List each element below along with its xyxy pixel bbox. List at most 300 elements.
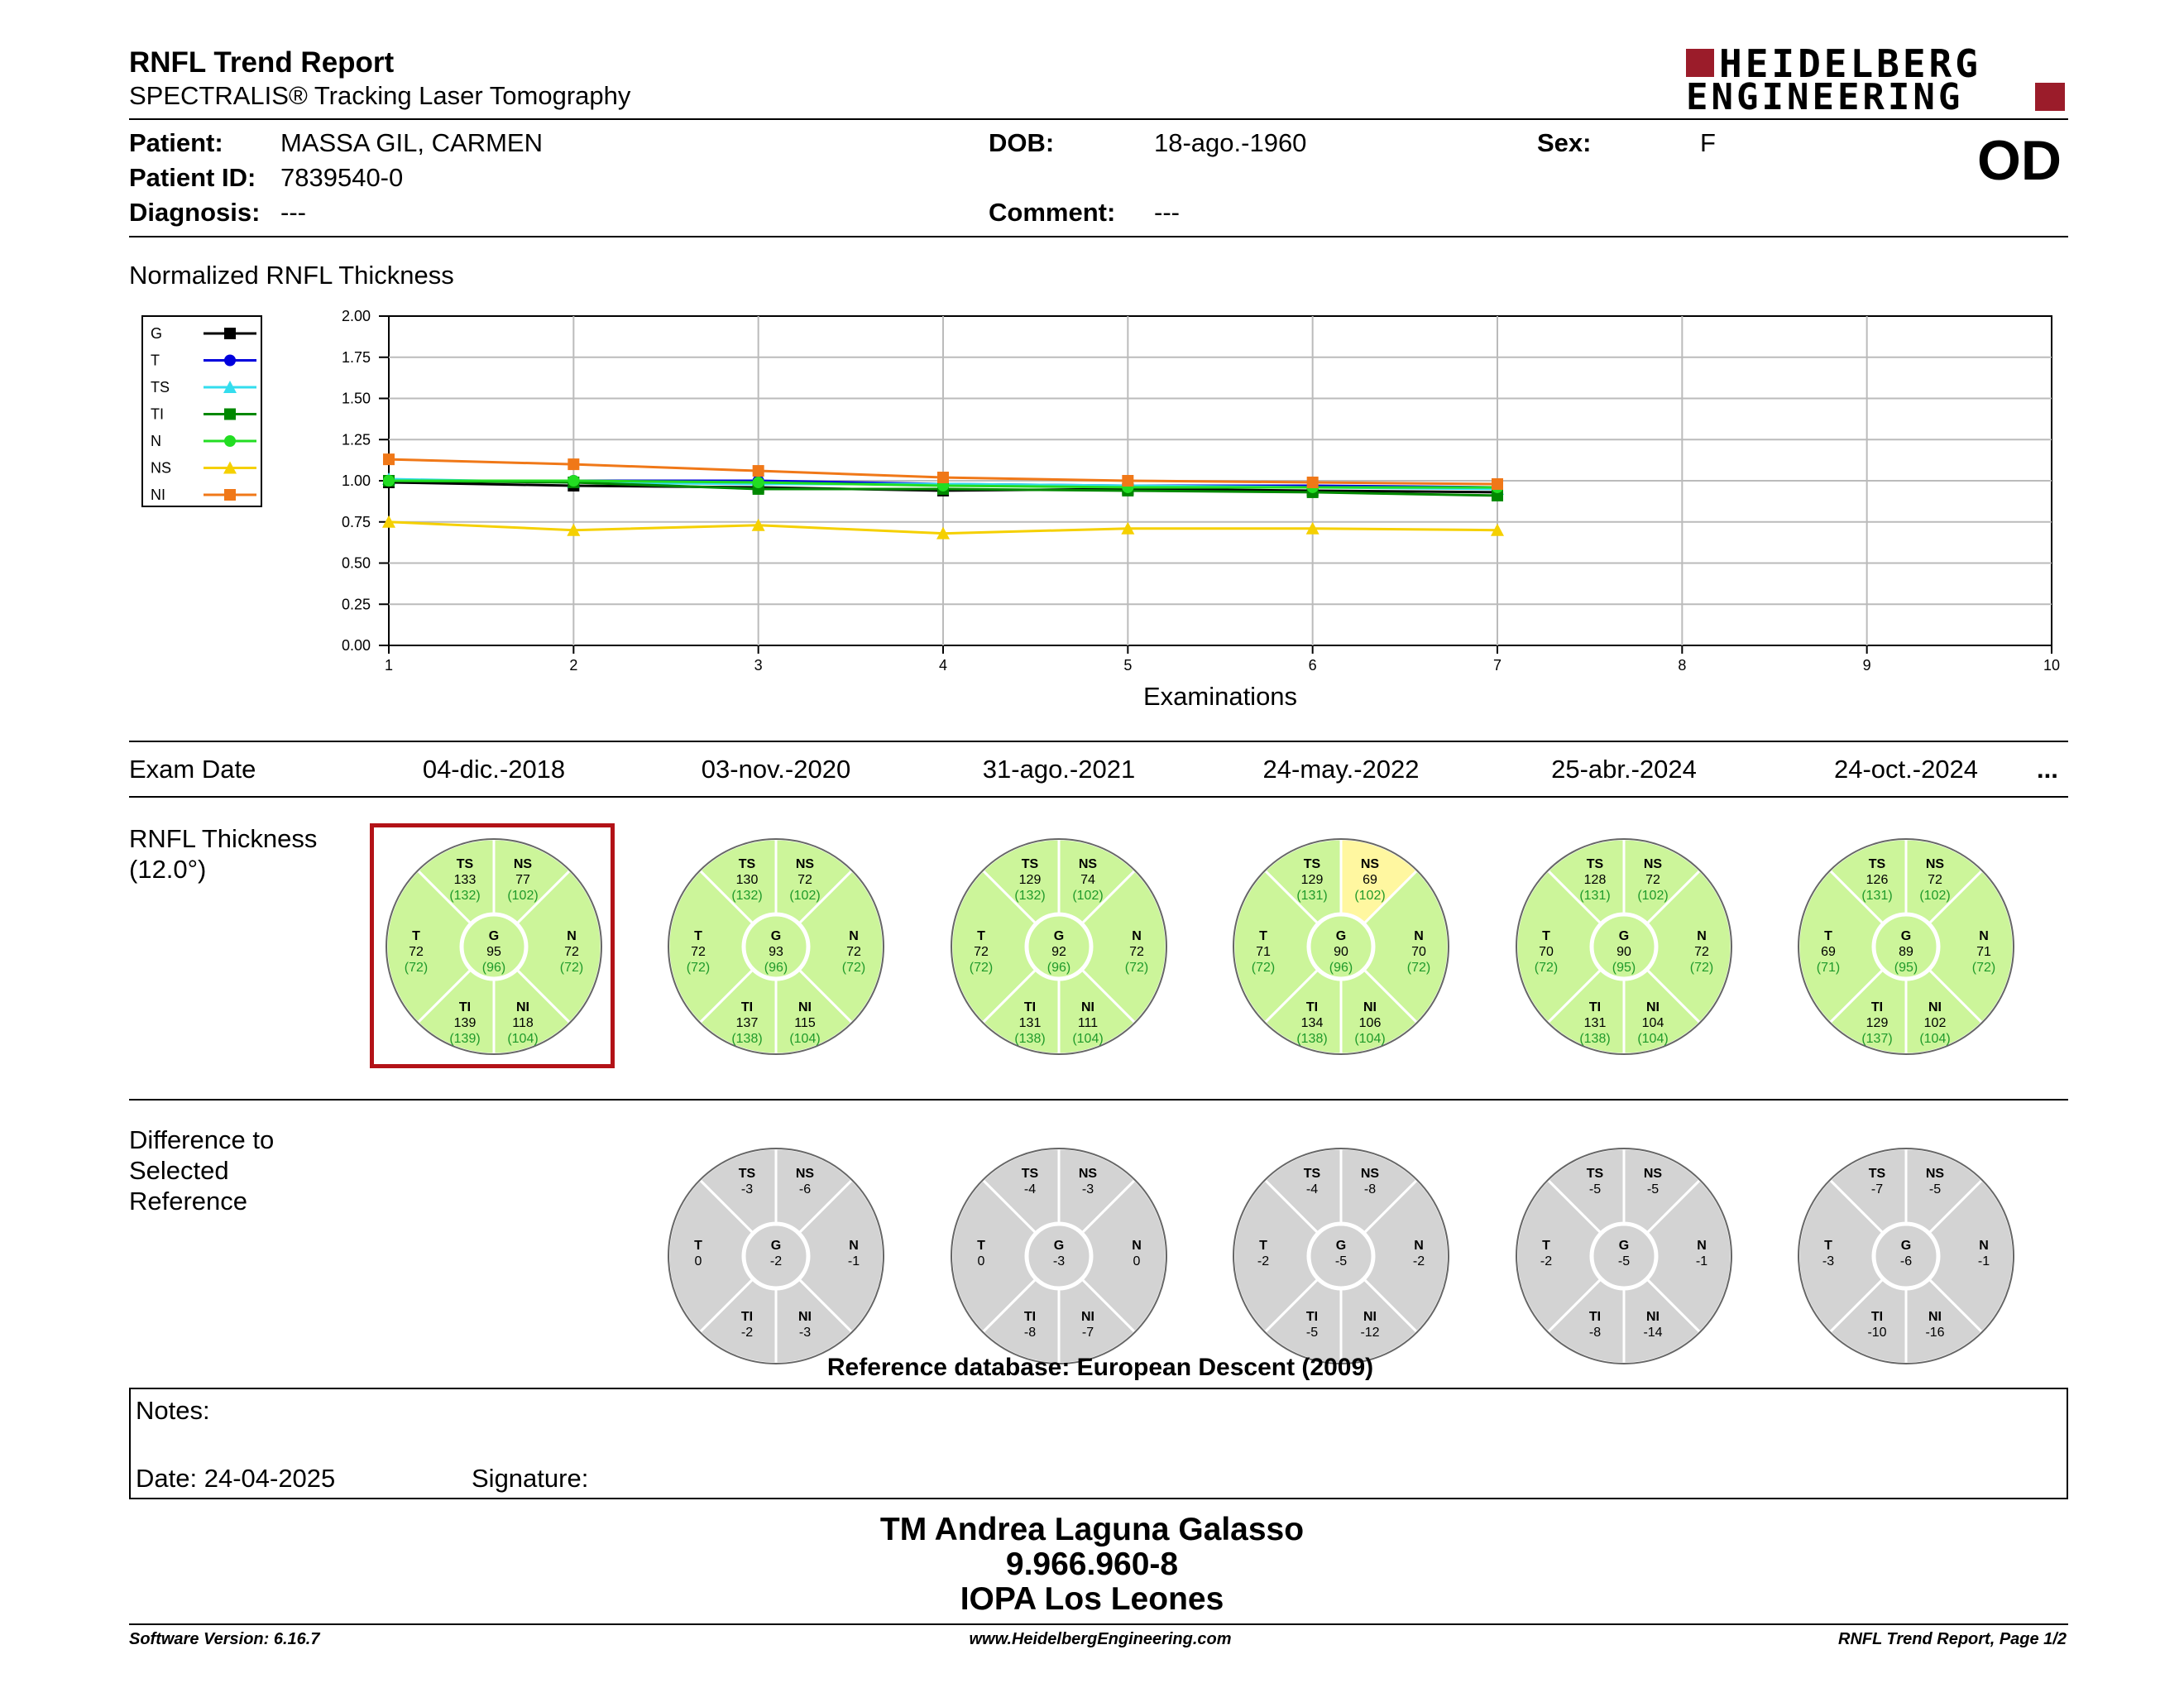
sector-label-ni: NI [1081, 1000, 1094, 1014]
x-axis-label: Examinations [1142, 682, 1298, 711]
sector-value-g: 95 [486, 945, 501, 959]
sector-label-ti: TI [1588, 1000, 1602, 1014]
legend-label: N [151, 433, 161, 449]
comment-value: --- [1154, 198, 1180, 227]
sector-label-n: N [1414, 929, 1424, 943]
sector-reference-ts: (132) [449, 889, 481, 903]
notes-box[interactable] [129, 1388, 2068, 1499]
sector-diff-ts: -5 [1588, 1182, 1602, 1196]
thickness-scan-size: (12.0°) [129, 855, 207, 884]
sector-reference-ns: (102) [1637, 889, 1669, 903]
sector-value-n: 71 [1976, 945, 1991, 959]
data-point [568, 475, 579, 487]
sector-diff-t: 0 [694, 1254, 702, 1268]
sector-value-t: 72 [974, 945, 989, 959]
diagnosis-label: Diagnosis: [129, 198, 261, 227]
patient-label: Patient: [129, 128, 223, 157]
comment-label: Comment: [989, 198, 1116, 227]
sector-label-g: G [1053, 929, 1065, 943]
sector-label-ns: NS [1925, 857, 1945, 871]
x-tick-label: 2 [569, 657, 578, 674]
sector-value-ni: 104 [1641, 1016, 1664, 1030]
sector-value-ti: 134 [1300, 1016, 1324, 1030]
sector-diff-ni: -7 [1081, 1326, 1094, 1340]
y-tick-label: 1.00 [341, 472, 371, 489]
sector-value-ns: 69 [1363, 873, 1377, 887]
sector-value-ns: 72 [1645, 873, 1660, 887]
sector-reference-ns: (102) [507, 889, 539, 903]
sector-label-ns: NS [1078, 857, 1098, 871]
sector-value-ni: 115 [794, 1016, 816, 1030]
sector-diff-ni: -12 [1360, 1326, 1380, 1340]
sector-diff-n: -1 [1977, 1254, 1990, 1268]
sector-diff-g: -5 [1334, 1254, 1348, 1268]
sector-value-n: 72 [846, 945, 861, 959]
sex-label: Sex: [1537, 128, 1592, 157]
sector-label-n: N [1979, 1239, 1989, 1253]
sector-reference-ti: (138) [1579, 1032, 1611, 1046]
software-version: Software Version: 6.16.7 [129, 1630, 320, 1648]
sector-label-ni: NI [1363, 1000, 1377, 1014]
sector-reference-ts: (131) [1861, 889, 1893, 903]
institution-name: IOPA Los Leones [960, 1581, 1224, 1617]
x-tick-label: 3 [754, 657, 763, 674]
sector-value-ni: 106 [1358, 1016, 1382, 1030]
sector-value-ti: 137 [735, 1016, 759, 1030]
data-point [224, 409, 236, 420]
legend-label: TS [151, 379, 170, 396]
sector-label-ni: NI [1928, 1310, 1942, 1324]
sector-diff-ts: -7 [1870, 1182, 1884, 1196]
sector-label-ns: NS [1925, 1167, 1945, 1181]
sector-label-t: T [1824, 929, 1832, 943]
sector-reference-t: (71) [1816, 961, 1841, 975]
sector-diff-n: -1 [1695, 1254, 1708, 1268]
sector-reference-ni: (104) [1072, 1032, 1104, 1046]
data-point [383, 453, 395, 465]
sector-label-ts: TS [1021, 857, 1039, 871]
thickness-disc-2 [660, 831, 892, 1062]
sector-value-n: 72 [564, 945, 579, 959]
difference-label-1: Difference to [129, 1125, 275, 1154]
sector-reference-t: (72) [686, 961, 711, 975]
sector-diff-ni: -14 [1643, 1326, 1663, 1340]
sector-reference-g: (95) [1612, 961, 1636, 975]
sector-value-n: 72 [1129, 945, 1144, 959]
sector-label-ni: NI [1363, 1310, 1377, 1324]
sector-diff-ts: -4 [1023, 1182, 1037, 1196]
sector-label-g: G [1053, 1239, 1065, 1253]
sector-label-n: N [1697, 1239, 1707, 1253]
sector-diff-ns: -3 [1081, 1182, 1094, 1196]
difference-label-3: Reference [129, 1187, 248, 1216]
sector-value-g: 90 [1616, 945, 1631, 959]
sector-reference-n: (72) [1689, 961, 1714, 975]
sector-value-ni: 111 [1077, 1016, 1099, 1030]
sector-label-ti: TI [1870, 1000, 1884, 1014]
sector-reference-ni: (104) [507, 1032, 539, 1046]
sector-diff-ti: -5 [1305, 1326, 1319, 1340]
difference-disc-5 [1790, 1140, 2022, 1372]
sector-reference-ts: (132) [731, 889, 763, 903]
sector-value-ts: 126 [1866, 873, 1889, 887]
sector-label-ti: TI [1023, 1000, 1037, 1014]
sector-reference-n: (72) [1971, 961, 1996, 975]
sector-diff-t: 0 [977, 1254, 985, 1268]
sector-reference-ti: (139) [449, 1032, 481, 1046]
sector-label-n: N [1132, 929, 1142, 943]
signature-label: Signature: [472, 1464, 589, 1493]
sector-label-ni: NI [798, 1310, 812, 1324]
sector-diff-t: -3 [1822, 1254, 1835, 1268]
patient-name: MASSA GIL, CARMEN [280, 128, 543, 157]
sector-reference-g: (95) [1894, 961, 1918, 975]
header-rule [129, 118, 2068, 120]
sector-reference-t: (72) [1251, 961, 1276, 975]
sector-label-ns: NS [1360, 857, 1380, 871]
page-number: RNFL Trend Report, Page 1/2 [1838, 1630, 2067, 1648]
sector-label-ti: TI [740, 1310, 754, 1324]
sector-reference-ts: (132) [1014, 889, 1046, 903]
sector-label-n: N [1979, 929, 1989, 943]
sector-value-g: 92 [1051, 945, 1066, 959]
sector-reference-g: (96) [1046, 961, 1071, 975]
sector-label-ni: NI [1928, 1000, 1942, 1014]
exam-date-2: 03-nov.-2020 [701, 755, 851, 784]
thickness-disc-4 [1225, 831, 1457, 1062]
y-tick-label: 1.75 [341, 348, 371, 366]
data-point [1122, 475, 1133, 487]
patient-rule [129, 236, 2068, 237]
sector-label-ts: TS [738, 857, 756, 871]
exam-date-3: 31-ago.-2021 [982, 755, 1136, 784]
data-point [753, 465, 764, 477]
data-point [937, 472, 949, 483]
sector-label-ni: NI [1081, 1310, 1094, 1324]
sector-label-g: G [1335, 929, 1347, 943]
data-point [224, 355, 236, 367]
logo-line-1: HEIDELBERG [1719, 41, 1981, 86]
thickness-disc-3 [943, 831, 1175, 1062]
reference-database: Reference database: European Descent (2009) [826, 1354, 1374, 1381]
sector-label-n: N [1414, 1239, 1424, 1253]
sector-label-ti: TI [1023, 1310, 1037, 1324]
sector-diff-ti: -10 [1867, 1326, 1887, 1340]
sector-value-n: 72 [1694, 945, 1709, 959]
sector-label-n: N [1132, 1239, 1142, 1253]
sector-label-t: T [694, 929, 702, 943]
sector-value-g: 89 [1899, 945, 1913, 959]
y-tick-label: 0.50 [341, 554, 371, 572]
x-tick-label: 6 [1308, 657, 1317, 674]
sector-label-ti: TI [1588, 1310, 1602, 1324]
sector-label-ts: TS [1586, 857, 1604, 871]
sector-reference-ni: (104) [1637, 1032, 1669, 1046]
footer-rule [129, 1623, 2068, 1625]
difference-disc-1 [660, 1140, 892, 1372]
exam-date-5: 25-abr.-2024 [1551, 755, 1697, 784]
report-subtitle: SPECTRALIS® Tracking Laser Tomography [129, 81, 631, 110]
sector-diff-g: -6 [1899, 1254, 1913, 1268]
sector-reference-g: (96) [764, 961, 788, 975]
y-tick-label: 0.00 [341, 637, 371, 654]
sector-label-ns: NS [1360, 1167, 1380, 1181]
y-tick-label: 1.25 [341, 431, 371, 448]
legend-label: G [151, 325, 163, 342]
website-link[interactable]: www.HeidelbergEngineering.com [969, 1630, 1232, 1648]
exam-rule-top [129, 741, 2068, 742]
sector-value-ts: 133 [453, 873, 477, 887]
y-tick-label: 2.00 [341, 308, 371, 324]
legend-label: TI [151, 405, 164, 423]
sector-reference-g: (96) [481, 961, 506, 975]
patient-id: 7839540-0 [280, 163, 404, 192]
difference-disc-4 [1508, 1140, 1740, 1372]
sector-label-ti: TI [1870, 1310, 1884, 1324]
sector-diff-t: -2 [1540, 1254, 1553, 1268]
diagnosis-value: --- [280, 198, 306, 227]
sector-reference-ts: (131) [1579, 889, 1611, 903]
sector-reference-t: (72) [1534, 961, 1559, 975]
sector-label-ts: TS [1303, 1167, 1321, 1181]
sector-label-g: G [1900, 1239, 1912, 1253]
sector-reference-n: (72) [1124, 961, 1149, 975]
sector-label-g: G [770, 1239, 782, 1253]
sector-diff-ns: -5 [1928, 1182, 1942, 1196]
sector-label-g: G [1335, 1239, 1347, 1253]
sector-reference-ni: (104) [789, 1032, 821, 1046]
sector-label-ns: NS [795, 857, 815, 871]
sector-value-t: 69 [1821, 945, 1836, 959]
data-point [1307, 477, 1319, 488]
sector-value-g: 93 [769, 945, 783, 959]
data-point [224, 328, 236, 339]
sector-diff-ti: -8 [1023, 1326, 1037, 1340]
sector-diff-n: -2 [1412, 1254, 1425, 1268]
exam-date-1: 04-dic.-2018 [422, 755, 566, 784]
sector-label-ni: NI [1646, 1310, 1660, 1324]
logo-bar-top [1686, 49, 1714, 77]
sector-label-n: N [849, 1239, 859, 1253]
sector-label-ni: NI [516, 1000, 529, 1014]
sector-diff-n: 0 [1133, 1254, 1141, 1268]
sector-reference-ti: (138) [1014, 1032, 1046, 1046]
sector-value-t: 72 [691, 945, 706, 959]
sector-diff-n: -1 [847, 1254, 860, 1268]
sector-label-t: T [1259, 929, 1267, 943]
sector-diff-g: -2 [769, 1254, 783, 1268]
sector-value-ts: 130 [735, 873, 759, 887]
thickness-label: RNFL Thickness [129, 824, 318, 853]
sector-value-ni: 102 [1923, 1016, 1947, 1030]
sector-value-ns: 77 [515, 873, 530, 887]
sector-reference-n: (72) [559, 961, 584, 975]
sector-label-ts: TS [456, 857, 474, 871]
sector-value-ts: 128 [1583, 873, 1607, 887]
sector-reference-ns: (102) [789, 889, 821, 903]
sector-label-ns: NS [795, 1167, 815, 1181]
sector-label-ti: TI [1305, 1310, 1319, 1324]
data-point [568, 458, 579, 470]
sector-reference-ni: (104) [1919, 1032, 1951, 1046]
sector-label-t: T [977, 1239, 985, 1253]
legend-label: NI [151, 487, 165, 503]
y-tick-label: 0.25 [341, 596, 371, 613]
x-tick-label: 1 [384, 657, 394, 674]
legend-label: T [151, 352, 160, 369]
sector-label-t: T [1542, 929, 1550, 943]
technician-name: TM Andrea Laguna Galasso [879, 1512, 1305, 1547]
report-title: RNFL Trend Report [129, 46, 395, 79]
logo-line-2: ENGINEERING [1686, 76, 1964, 118]
x-tick-label: 7 [1492, 657, 1502, 674]
sector-label-ns: NS [1643, 1167, 1663, 1181]
sector-reference-ns: (102) [1072, 889, 1104, 903]
sector-value-ts: 129 [1300, 873, 1324, 887]
sector-reference-t: (72) [404, 961, 429, 975]
sector-value-ni: 118 [512, 1016, 534, 1030]
sector-label-t: T [1259, 1239, 1267, 1253]
sector-reference-ti: (138) [731, 1032, 763, 1046]
sector-label-t: T [694, 1239, 702, 1253]
dob-value: 18-ago.-1960 [1154, 128, 1307, 157]
sector-label-ni: NI [1646, 1000, 1660, 1014]
chart-legend [142, 316, 261, 506]
sector-label-g: G [1618, 1239, 1630, 1253]
sector-reference-n: (72) [841, 961, 866, 975]
sector-diff-t: -2 [1257, 1254, 1270, 1268]
sector-label-g: G [1900, 929, 1912, 943]
sector-label-t: T [412, 929, 420, 943]
sector-value-t: 72 [409, 945, 424, 959]
data-point [1492, 478, 1503, 490]
sector-label-ns: NS [1078, 1167, 1098, 1181]
thickness-rule [129, 1099, 2068, 1101]
sector-label-ti: TI [1305, 1000, 1319, 1014]
sector-reference-n: (72) [1406, 961, 1431, 975]
notes-label: Notes: [136, 1396, 210, 1425]
sector-diff-ts: -3 [740, 1182, 754, 1196]
brand-logo [1686, 41, 2067, 118]
sector-value-ts: 129 [1018, 873, 1042, 887]
sector-label-ts: TS [1303, 857, 1321, 871]
difference-disc-3 [1225, 1140, 1457, 1372]
difference-disc-2 [943, 1140, 1175, 1372]
sector-label-g: G [770, 929, 782, 943]
sector-reference-ti: (137) [1861, 1032, 1893, 1046]
trend-chart [124, 298, 2068, 720]
exam-date-4: 24-may.-2022 [1262, 755, 1420, 784]
sector-value-ns: 72 [1928, 873, 1942, 887]
sector-label-ts: TS [1868, 1167, 1886, 1181]
exam-rule-bottom [129, 796, 2068, 798]
sector-reference-ns: (102) [1919, 889, 1951, 903]
data-point [224, 489, 236, 501]
sector-label-g: G [488, 929, 500, 943]
data-point [753, 477, 764, 488]
sector-reference-ti: (138) [1296, 1032, 1328, 1046]
sector-value-t: 70 [1539, 945, 1554, 959]
technician-id: 9.966.960-8 [1005, 1547, 1179, 1582]
sector-diff-ni: -16 [1925, 1326, 1945, 1340]
sector-reference-ns: (102) [1354, 889, 1386, 903]
sector-value-ns: 72 [797, 873, 812, 887]
sector-diff-ts: -4 [1305, 1182, 1319, 1196]
sector-label-ns: NS [513, 857, 533, 871]
sector-value-ti: 131 [1583, 1016, 1607, 1030]
sector-label-ti: TI [740, 1000, 754, 1014]
sector-value-ns: 74 [1080, 873, 1095, 887]
exam-date-6: 24-oct.-2024 [1833, 755, 1979, 784]
sex-value: F [1700, 128, 1716, 157]
chart-title: Normalized RNFL Thickness [129, 261, 454, 290]
thickness-disc-6 [1790, 831, 2022, 1062]
sector-diff-g: -3 [1052, 1254, 1066, 1268]
x-tick-label: 8 [1678, 657, 1687, 674]
sector-label-ns: NS [1643, 857, 1663, 871]
sector-value-ti: 139 [453, 1016, 477, 1030]
x-tick-label: 5 [1123, 657, 1133, 674]
sector-value-n: 70 [1411, 945, 1426, 959]
more-exams-indicator[interactable]: ... [2037, 755, 2058, 784]
selected-reference-frame[interactable] [370, 823, 615, 1068]
sector-label-n: N [567, 929, 577, 943]
patient-id-label: Patient ID: [129, 163, 256, 192]
sector-diff-ti: -8 [1588, 1326, 1602, 1340]
sector-label-n: N [849, 929, 859, 943]
sector-diff-ns: -8 [1363, 1182, 1377, 1196]
sector-label-ni: NI [798, 1000, 812, 1014]
sector-reference-ts: (131) [1296, 889, 1328, 903]
x-tick-label: 10 [2043, 657, 2061, 674]
data-point [224, 435, 236, 447]
exam-date-label: Exam Date [129, 755, 256, 784]
sector-label-t: T [1542, 1239, 1550, 1253]
notes-date: Date: 24-04-2025 [136, 1464, 336, 1493]
sector-value-t: 71 [1256, 945, 1271, 959]
sector-diff-ns: -5 [1646, 1182, 1660, 1196]
eye-indicator: OD [1977, 129, 2062, 192]
legend-label: NS [151, 459, 172, 477]
sector-label-g: G [1618, 929, 1630, 943]
y-tick-label: 1.50 [341, 390, 371, 407]
data-point [383, 475, 395, 487]
logo-bar-bottom [2035, 83, 2065, 111]
dob-label: DOB: [989, 128, 1055, 157]
x-tick-label: 4 [938, 657, 948, 674]
x-tick-label: 9 [1862, 657, 1871, 674]
y-tick-label: 0.75 [341, 513, 371, 530]
sector-value-g: 90 [1334, 945, 1348, 959]
sector-diff-ns: -6 [798, 1182, 812, 1196]
sector-label-ts: TS [1868, 857, 1886, 871]
sector-diff-ni: -3 [798, 1326, 812, 1340]
sector-value-ti: 131 [1018, 1016, 1042, 1030]
sector-label-ts: TS [1021, 1167, 1039, 1181]
sector-label-ts: TS [1586, 1167, 1604, 1181]
sector-label-ti: TI [458, 1000, 472, 1014]
sector-diff-g: -5 [1617, 1254, 1631, 1268]
sector-value-ti: 129 [1866, 1016, 1889, 1030]
sector-label-t: T [977, 929, 985, 943]
difference-label-2: Selected [129, 1156, 229, 1185]
sector-reference-g: (96) [1329, 961, 1353, 975]
sector-label-n: N [1697, 929, 1707, 943]
sector-label-ts: TS [738, 1167, 756, 1181]
sector-reference-ni: (104) [1354, 1032, 1386, 1046]
sector-reference-t: (72) [969, 961, 994, 975]
sector-diff-ti: -2 [740, 1326, 754, 1340]
